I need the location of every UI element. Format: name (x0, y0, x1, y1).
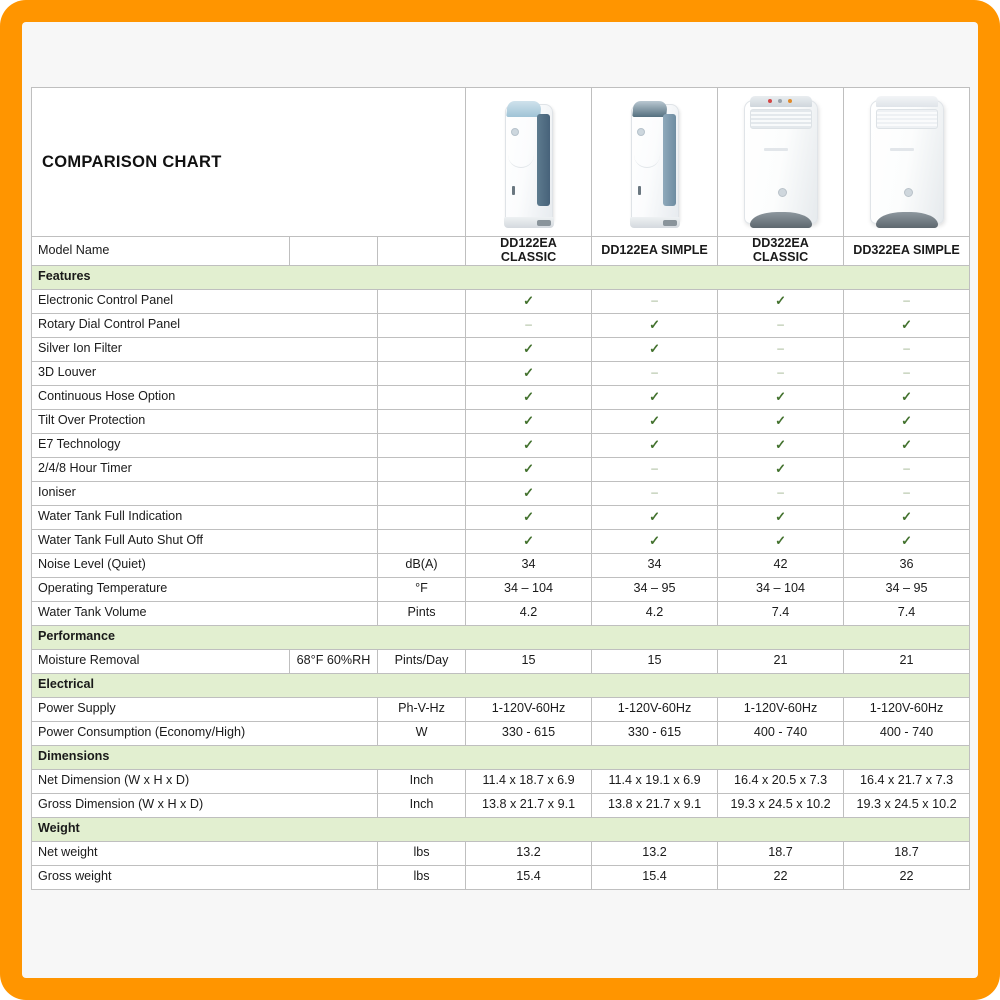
row-label: Net weight (32, 841, 378, 865)
dash-icon: – (777, 365, 784, 380)
check-icon: ✓ (649, 436, 660, 452)
check-icon: ✓ (523, 484, 534, 500)
cell-not-supported (592, 481, 718, 505)
model-name-unit (378, 236, 466, 265)
cell-value: 36 (844, 553, 970, 577)
check-icon: ✓ (775, 436, 786, 452)
check-icon: ✓ (649, 532, 660, 548)
dash-icon: – (903, 341, 910, 356)
cell-not-supported (844, 337, 970, 361)
section-title: Electrical (32, 673, 290, 697)
section-spacer (844, 745, 970, 769)
check-icon: ✓ (775, 532, 786, 548)
cell-supported (844, 385, 970, 409)
section-title: Weight (32, 817, 290, 841)
row-label: Gross weight (32, 865, 378, 889)
product-name-1: DD122EA CLASSIC (466, 236, 592, 265)
cell-supported (592, 385, 718, 409)
section-spacer (290, 817, 378, 841)
row-unit: lbs (378, 841, 466, 865)
row-sub-condition: 68°F 60%RH (290, 649, 378, 673)
row-label: E7 Technology (32, 433, 378, 457)
row-label: Water Tank Full Auto Shut Off (32, 529, 378, 553)
dash-icon: – (777, 341, 784, 356)
section-spacer (290, 265, 378, 289)
row-unit (378, 481, 466, 505)
check-icon: ✓ (649, 508, 660, 524)
table-row (32, 289, 970, 313)
cell-supported (466, 433, 592, 457)
check-icon: ✓ (901, 532, 912, 548)
cell-value: 34 – 104 (718, 577, 844, 601)
cell-value: 19.3 x 24.5 x 10.2 (718, 793, 844, 817)
cell-value: 1-120V-60Hz (466, 697, 592, 721)
row-unit: Inch (378, 769, 466, 793)
row-unit: Ph-V-Hz (378, 697, 466, 721)
row-label: Electronic Control Panel (32, 289, 378, 313)
cell-value: 4.2 (466, 601, 592, 625)
check-icon: ✓ (649, 316, 660, 332)
comparison-table (31, 87, 970, 890)
dehumidifier-slim-simple-illustration (625, 98, 685, 230)
product-name-4: DD322EA SIMPLE (844, 236, 970, 265)
product-name-3: DD322EA CLASSIC (718, 236, 844, 265)
cell-value: 7.4 (718, 601, 844, 625)
section-spacer (592, 673, 718, 697)
check-icon: ✓ (523, 292, 534, 308)
cell-value: 400 - 740 (844, 721, 970, 745)
check-icon: ✓ (649, 412, 660, 428)
dash-icon: – (651, 461, 658, 476)
row-unit (378, 313, 466, 337)
row-unit: Pints (378, 601, 466, 625)
section-spacer (466, 625, 592, 649)
check-icon: ✓ (523, 508, 534, 524)
cell-supported (718, 457, 844, 481)
cell-value: 1-120V-60Hz (718, 697, 844, 721)
product-name-2: DD122EA SIMPLE (592, 236, 718, 265)
section-spacer (592, 745, 718, 769)
cell-value: 34 – 95 (592, 577, 718, 601)
section-spacer (466, 745, 592, 769)
cell-supported (466, 457, 592, 481)
row-unit: lbs (378, 865, 466, 889)
cell-supported (592, 409, 718, 433)
chart-title-cell (32, 88, 466, 237)
check-icon: ✓ (523, 532, 534, 548)
row-label: Moisture Removal (32, 649, 290, 673)
check-icon: ✓ (775, 388, 786, 404)
section-spacer (466, 265, 592, 289)
cell-value: 34 – 104 (466, 577, 592, 601)
model-name-label: Model Name (32, 236, 290, 265)
row-unit (378, 457, 466, 481)
cell-value: 330 - 615 (592, 721, 718, 745)
cell-not-supported (844, 289, 970, 313)
model-name-row (32, 236, 970, 265)
check-icon: ✓ (649, 340, 660, 356)
cell-supported (466, 409, 592, 433)
table-row (32, 433, 970, 457)
cell-supported (844, 313, 970, 337)
cell-supported (844, 433, 970, 457)
cell-value: 21 (844, 649, 970, 673)
check-icon: ✓ (775, 508, 786, 524)
cell-not-supported (844, 481, 970, 505)
row-label: 3D Louver (32, 361, 378, 385)
dash-icon: – (903, 485, 910, 500)
dash-icon: – (903, 461, 910, 476)
row-label: Power Consumption (Economy/High) (32, 721, 378, 745)
cell-not-supported (844, 457, 970, 481)
cell-value: 7.4 (844, 601, 970, 625)
row-label: Tilt Over Protection (32, 409, 378, 433)
cell-supported (718, 529, 844, 553)
table-row (32, 697, 970, 721)
cell-value: 4.2 (592, 601, 718, 625)
check-icon: ✓ (901, 508, 912, 524)
cell-value: 15 (592, 649, 718, 673)
table-row (32, 553, 970, 577)
section-header-row (32, 745, 970, 769)
table-row (32, 457, 970, 481)
cell-not-supported (718, 481, 844, 505)
check-icon: ✓ (523, 340, 534, 356)
cell-value: 400 - 740 (718, 721, 844, 745)
row-label: Gross Dimension (W x H x D) (32, 793, 378, 817)
check-icon: ✓ (901, 316, 912, 332)
check-icon: ✓ (523, 364, 534, 380)
row-label: Ioniser (32, 481, 378, 505)
row-unit (378, 337, 466, 361)
cell-value: 22 (844, 865, 970, 889)
check-icon: ✓ (775, 292, 786, 308)
dehumidifier-wide-simple-illustration (864, 92, 950, 232)
row-unit: Inch (378, 793, 466, 817)
section-spacer (844, 673, 970, 697)
table-row (32, 505, 970, 529)
table-row (32, 601, 970, 625)
table-row (32, 529, 970, 553)
section-spacer (718, 673, 844, 697)
dash-icon: – (903, 365, 910, 380)
section-title: Features (32, 265, 290, 289)
chart-header-row (32, 88, 970, 237)
section-title: Performance (32, 625, 290, 649)
dash-icon: – (525, 317, 532, 332)
section-spacer (378, 625, 466, 649)
section-spacer (844, 625, 970, 649)
row-unit (378, 409, 466, 433)
dehumidifier-slim-classic-illustration (499, 98, 559, 230)
section-header-row (32, 265, 970, 289)
table-row (32, 577, 970, 601)
cell-value: 13.2 (592, 841, 718, 865)
cell-value: 11.4 x 19.1 x 6.9 (592, 769, 718, 793)
cell-value: 19.3 x 24.5 x 10.2 (844, 793, 970, 817)
table-row (32, 769, 970, 793)
check-icon: ✓ (775, 412, 786, 428)
cell-value: 1-120V-60Hz (592, 697, 718, 721)
table-row (32, 721, 970, 745)
section-spacer (466, 673, 592, 697)
cell-supported (466, 361, 592, 385)
dash-icon: – (777, 317, 784, 332)
page-surface (22, 22, 978, 978)
check-icon: ✓ (523, 412, 534, 428)
comparison-table-body (32, 88, 970, 890)
section-spacer (718, 625, 844, 649)
section-spacer (592, 625, 718, 649)
row-unit: Pints/Day (378, 649, 466, 673)
table-row (32, 793, 970, 817)
check-icon: ✓ (649, 388, 660, 404)
cell-supported (466, 385, 592, 409)
cell-value: 16.4 x 21.7 x 7.3 (844, 769, 970, 793)
section-spacer (592, 265, 718, 289)
row-unit (378, 529, 466, 553)
cell-not-supported (592, 361, 718, 385)
cell-not-supported (592, 457, 718, 481)
section-spacer (592, 817, 718, 841)
cell-value: 330 - 615 (466, 721, 592, 745)
cell-supported (718, 289, 844, 313)
cell-supported (844, 529, 970, 553)
section-spacer (378, 745, 466, 769)
check-icon: ✓ (901, 388, 912, 404)
row-label: Noise Level (Quiet) (32, 553, 378, 577)
section-spacer (290, 625, 378, 649)
cell-supported (466, 337, 592, 361)
cell-value: 42 (718, 553, 844, 577)
product-image-cell-1 (466, 88, 592, 237)
check-icon: ✓ (523, 436, 534, 452)
cell-value: 13.8 x 21.7 x 9.1 (466, 793, 592, 817)
section-spacer (718, 265, 844, 289)
cell-not-supported (844, 361, 970, 385)
row-label: Net Dimension (W x H x D) (32, 769, 378, 793)
row-label: Continuous Hose Option (32, 385, 378, 409)
product-image-cell-3 (718, 88, 844, 237)
row-label: Water Tank Volume (32, 601, 378, 625)
cell-value: 34 – 95 (844, 577, 970, 601)
cell-not-supported (718, 337, 844, 361)
section-spacer (290, 745, 378, 769)
check-icon: ✓ (901, 412, 912, 428)
cell-not-supported (718, 361, 844, 385)
row-label: Water Tank Full Indication (32, 505, 378, 529)
row-unit (378, 361, 466, 385)
cell-value: 21 (718, 649, 844, 673)
cell-supported (718, 409, 844, 433)
cell-value: 13.8 x 21.7 x 9.1 (592, 793, 718, 817)
cell-supported (718, 385, 844, 409)
table-row (32, 649, 970, 673)
section-header-row (32, 817, 970, 841)
cell-value: 1-120V-60Hz (844, 697, 970, 721)
table-row (32, 337, 970, 361)
check-icon: ✓ (901, 436, 912, 452)
row-unit (378, 505, 466, 529)
row-label: Power Supply (32, 697, 378, 721)
table-row (32, 481, 970, 505)
row-label: Operating Temperature (32, 577, 378, 601)
cell-value: 13.2 (466, 841, 592, 865)
row-unit (378, 289, 466, 313)
cell-supported (466, 289, 592, 313)
table-row (32, 313, 970, 337)
check-icon: ✓ (523, 388, 534, 404)
cell-supported (718, 505, 844, 529)
dash-icon: – (651, 293, 658, 308)
section-spacer (844, 817, 970, 841)
row-label: Rotary Dial Control Panel (32, 313, 378, 337)
section-spacer (378, 673, 466, 697)
cell-value: 34 (592, 553, 718, 577)
row-unit (378, 385, 466, 409)
section-spacer (718, 745, 844, 769)
product-image-cell-2 (592, 88, 718, 237)
dash-icon: – (651, 485, 658, 500)
table-row (32, 409, 970, 433)
row-unit (378, 433, 466, 457)
row-unit: W (378, 721, 466, 745)
cell-value: 18.7 (844, 841, 970, 865)
dehumidifier-wide-classic-illustration (738, 92, 824, 232)
cell-value: 18.7 (718, 841, 844, 865)
cell-supported (592, 433, 718, 457)
section-header-row (32, 673, 970, 697)
cell-value: 22 (718, 865, 844, 889)
table-row (32, 385, 970, 409)
row-unit: °F (378, 577, 466, 601)
cell-not-supported (466, 313, 592, 337)
cell-value: 15.4 (592, 865, 718, 889)
cell-supported (592, 505, 718, 529)
cell-not-supported (718, 313, 844, 337)
cell-value: 11.4 x 18.7 x 6.9 (466, 769, 592, 793)
cell-value: 15.4 (466, 865, 592, 889)
cell-supported (592, 313, 718, 337)
cell-supported (466, 481, 592, 505)
check-icon: ✓ (523, 460, 534, 476)
dash-icon: – (903, 293, 910, 308)
cell-supported (718, 433, 844, 457)
row-label: Silver Ion Filter (32, 337, 378, 361)
product-image-cell-4 (844, 88, 970, 237)
dash-icon: – (777, 485, 784, 500)
model-name-sub (290, 236, 378, 265)
table-row (32, 865, 970, 889)
row-label: 2/4/8 Hour Timer (32, 457, 378, 481)
section-spacer (290, 673, 378, 697)
page-title: COMPARISON CHART (42, 152, 222, 171)
cell-not-supported (592, 289, 718, 313)
dash-icon: – (651, 365, 658, 380)
cell-supported (466, 505, 592, 529)
cell-supported (844, 409, 970, 433)
cell-value: 34 (466, 553, 592, 577)
section-spacer (844, 265, 970, 289)
section-spacer (378, 817, 466, 841)
table-row (32, 361, 970, 385)
cell-value: 15 (466, 649, 592, 673)
section-spacer (718, 817, 844, 841)
section-spacer (466, 817, 592, 841)
cell-supported (844, 505, 970, 529)
cell-supported (592, 529, 718, 553)
section-spacer (378, 265, 466, 289)
cell-supported (592, 337, 718, 361)
row-unit: dB(A) (378, 553, 466, 577)
cell-value: 16.4 x 20.5 x 7.3 (718, 769, 844, 793)
section-header-row (32, 625, 970, 649)
comparison-chart-container (31, 87, 969, 890)
cell-supported (466, 529, 592, 553)
check-icon: ✓ (775, 460, 786, 476)
section-title: Dimensions (32, 745, 290, 769)
table-row (32, 841, 970, 865)
